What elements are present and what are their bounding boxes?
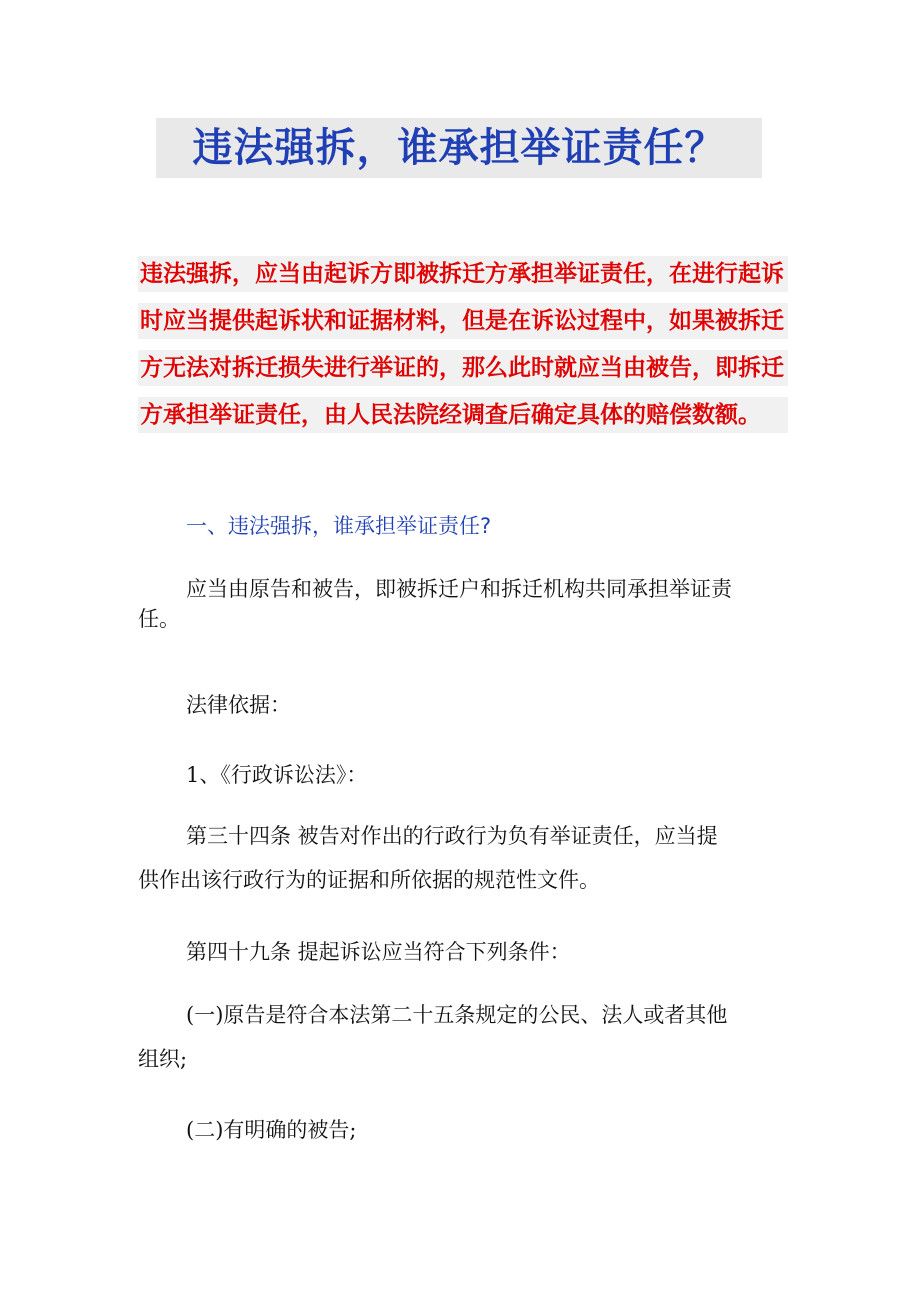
paragraph-law-title: [138, 760, 788, 790]
paragraph-line: 供作出该行政行为的证据和所依据的规范性文件。: [138, 868, 600, 892]
paragraph-line: 法律依据：: [186, 693, 291, 717]
page-title: 违法强拆，谁承担举证责任？: [192, 125, 726, 171]
summary-line: 方无法对拆迁损失进行举证的，那么此时就应当由被告，即拆迁: [138, 350, 788, 386]
paragraph-line: 第四十九条 提起诉讼应当符合下列条件：: [186, 940, 571, 964]
paragraph-condition-2: [138, 1115, 788, 1145]
paragraph-line: 组织;: [138, 1047, 188, 1071]
paragraph-line: 1、《行政诉讼法》：: [186, 763, 368, 787]
paragraph-line: 第三十四条 被告对作出的行政行为负有举证责任，应当提: [186, 824, 718, 848]
paragraph-article-34: [138, 821, 788, 895]
summary-block: [138, 256, 788, 444]
summary-line: 违法强拆，应当由起诉方即被拆迁方承担举证责任，在进行起诉: [138, 256, 788, 292]
section-heading: 一、违法强拆，谁承担举证责任?: [186, 514, 492, 538]
paragraph-line: (二)有明确的被告;: [186, 1118, 357, 1142]
summary-line: 方承担举证责任，由人民法院经调查后确定具体的赔偿数额。: [138, 397, 788, 433]
paragraph-line: (一)原告是符合本法第二十五条规定的公民、法人或者其他: [186, 1003, 728, 1027]
paragraph-condition-1: [138, 1000, 788, 1074]
paragraph-line: 应当由原告和被告，即被拆迁户和拆迁机构共同承担举证责: [186, 577, 732, 601]
paragraph-line: 任。: [138, 607, 180, 631]
paragraph-legal-basis: [138, 690, 788, 720]
summary-line: 时应当提供起诉状和证据材料，但是在诉讼过程中，如果被拆迁: [138, 303, 788, 339]
paragraph-article-49: [138, 937, 788, 967]
paragraph-burden: [138, 574, 788, 634]
title-highlight: [156, 118, 762, 178]
